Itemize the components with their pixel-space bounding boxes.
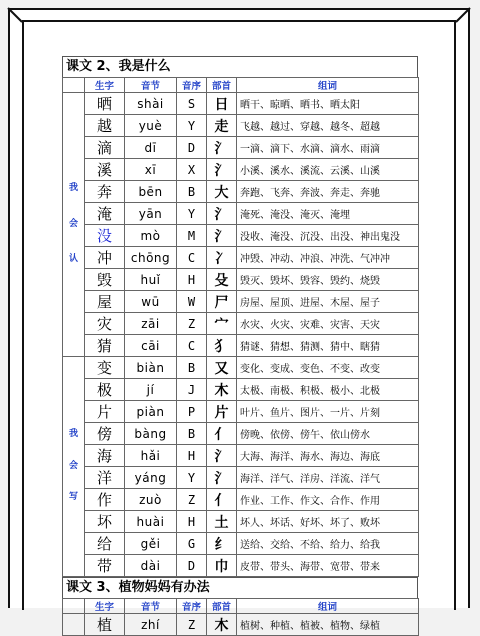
- initial-cell: H: [177, 269, 207, 291]
- table-row: [63, 137, 419, 159]
- initial-cell: B: [177, 357, 207, 379]
- group-label-char: 我: [68, 182, 78, 193]
- radical-cell: 氵: [207, 445, 237, 467]
- pinyin-cell: shài: [125, 93, 177, 115]
- group-label: [63, 357, 85, 577]
- character-cell: 洋: [85, 467, 125, 489]
- radical-cell: 木: [207, 614, 237, 636]
- pinyin-cell: yáng: [125, 467, 177, 489]
- pinyin-cell: mò: [125, 225, 177, 247]
- table-row: [63, 203, 419, 225]
- character-cell: 奔: [85, 181, 125, 203]
- pinyin-cell: huài: [125, 511, 177, 533]
- initial-cell: Z: [177, 614, 207, 636]
- character-cell: 没: [85, 225, 125, 247]
- header-character: 生字: [85, 78, 125, 93]
- table-row: [63, 555, 419, 577]
- radical-cell: 氵: [207, 225, 237, 247]
- header-blank-cell: [63, 78, 85, 93]
- group-label-char: 我: [68, 429, 78, 440]
- pinyin-cell: gěi: [125, 533, 177, 555]
- words-cell: 坏人、坏话、好坏、坏了、败坏: [237, 511, 419, 533]
- header-words: 组词: [237, 599, 419, 614]
- character-cell: 越: [85, 115, 125, 137]
- character-cell: 屋: [85, 291, 125, 313]
- words-cell: 淹死、淹没、淹灭、淹埋: [237, 203, 419, 225]
- initial-cell: Y: [177, 467, 207, 489]
- header-pinyin: 音节: [125, 78, 177, 93]
- initial-cell: J: [177, 379, 207, 401]
- pinyin-cell: biàn: [125, 357, 177, 379]
- group-label-char: 会: [68, 218, 78, 229]
- table-row: [63, 93, 419, 115]
- table-row: [63, 247, 419, 269]
- radical-cell: 走: [207, 115, 237, 137]
- table-row: [63, 445, 419, 467]
- character-cell: 冲: [85, 247, 125, 269]
- character-cell: 坏: [85, 511, 125, 533]
- character-cell: 滴: [85, 137, 125, 159]
- pinyin-cell: piàn: [125, 401, 177, 423]
- initial-cell: B: [177, 423, 207, 445]
- group-label-char: 会: [68, 460, 78, 471]
- radical-cell: 氵: [207, 467, 237, 489]
- words-cell: 飞越、越过、穿越、越冬、超越: [237, 115, 419, 137]
- radical-cell: 氵: [207, 137, 237, 159]
- radical-cell: 纟: [207, 533, 237, 555]
- radical-cell: 片: [207, 401, 237, 423]
- table-row: [63, 269, 419, 291]
- pinyin-cell: yuè: [125, 115, 177, 137]
- words-cell: 冲毁、冲动、冲浪、冲洗、气冲冲: [237, 247, 419, 269]
- lesson-title: 课文 3、植物妈妈有办法: [62, 577, 418, 598]
- radical-cell: 大: [207, 181, 237, 203]
- words-cell: 海洋、洋气、洋房、洋流、洋气: [237, 467, 419, 489]
- words-cell: 植树、种植、植被、植物、绿植: [237, 614, 419, 636]
- table-row: [63, 115, 419, 137]
- character-cell: 片: [85, 401, 125, 423]
- words-cell: 房屋、屋顶、进屋、木屋、屋子: [237, 291, 419, 313]
- initial-cell: B: [177, 181, 207, 203]
- words-cell: 傍晚、依傍、傍午、依山傍水: [237, 423, 419, 445]
- radical-cell: 宀: [207, 313, 237, 335]
- pinyin-cell: hǎi: [125, 445, 177, 467]
- initial-cell: M: [177, 225, 207, 247]
- radical-cell: 亻: [207, 489, 237, 511]
- pinyin-cell: zuò: [125, 489, 177, 511]
- character-cell: 灾: [85, 313, 125, 335]
- words-cell: 皮带、带头、海带、宽带、带来: [237, 555, 419, 577]
- words-cell: 没收、淹没、沉没、出没、神出鬼没: [237, 225, 419, 247]
- radical-cell: 尸: [207, 291, 237, 313]
- radical-cell: 亻: [207, 423, 237, 445]
- initial-cell: Y: [177, 203, 207, 225]
- vocabulary-table: [62, 598, 419, 636]
- table-row: [63, 335, 419, 357]
- radical-cell: 木: [207, 379, 237, 401]
- character-cell: 带: [85, 555, 125, 577]
- initial-cell: C: [177, 247, 207, 269]
- radical-cell: 土: [207, 511, 237, 533]
- words-cell: 送给、交给、不给、给力、给我: [237, 533, 419, 555]
- initial-cell: C: [177, 335, 207, 357]
- initial-cell: Y: [177, 115, 207, 137]
- radical-cell: 又: [207, 357, 237, 379]
- character-cell: 傍: [85, 423, 125, 445]
- words-cell: 叶片、鱼片、图片、一片、片刻: [237, 401, 419, 423]
- table-row: [63, 181, 419, 203]
- group-label: [63, 93, 85, 357]
- words-cell: 大海、海洋、海水、海边、海底: [237, 445, 419, 467]
- table-row: [63, 401, 419, 423]
- header-initial: 音序: [177, 599, 207, 614]
- character-cell: 给: [85, 533, 125, 555]
- radical-cell: 犭: [207, 335, 237, 357]
- header-pinyin: 音节: [125, 599, 177, 614]
- pinyin-cell: dī: [125, 137, 177, 159]
- initial-cell: P: [177, 401, 207, 423]
- pinyin-cell: cāi: [125, 335, 177, 357]
- pinyin-cell: bēn: [125, 181, 177, 203]
- character-cell: 淹: [85, 203, 125, 225]
- pinyin-cell: zāi: [125, 313, 177, 335]
- header-words: 组词: [237, 78, 419, 93]
- words-cell: 毁灭、毁坏、毁容、毁约、烧毁: [237, 269, 419, 291]
- words-cell: 太极、南极、积极、极小、北极: [237, 379, 419, 401]
- initial-cell: X: [177, 159, 207, 181]
- character-cell: 作: [85, 489, 125, 511]
- character-cell: 毁: [85, 269, 125, 291]
- table-row: [63, 291, 419, 313]
- table-row: [63, 357, 419, 379]
- initial-cell: H: [177, 511, 207, 533]
- initial-cell: Z: [177, 313, 207, 335]
- radical-cell: 巾: [207, 555, 237, 577]
- words-cell: 水灾、火灾、灾难、灾害、天灾: [237, 313, 419, 335]
- lesson-title: 课文 2、我是什么: [62, 56, 418, 77]
- table-row: [63, 423, 419, 445]
- radical-cell: 冫: [207, 247, 237, 269]
- words-cell: 晒干、晾晒、晒书、晒太阳: [237, 93, 419, 115]
- character-cell: 溪: [85, 159, 125, 181]
- pinyin-cell: zhí: [125, 614, 177, 636]
- character-cell: 极: [85, 379, 125, 401]
- words-cell: 猜谜、猜想、猜测、猜中、瞎猜: [237, 335, 419, 357]
- group-label-char: 认: [68, 254, 78, 265]
- header-blank-cell: [63, 599, 85, 614]
- initial-cell: Z: [177, 489, 207, 511]
- words-cell: 奔跑、飞奔、奔波、奔走、奔驰: [237, 181, 419, 203]
- header-initial: 音序: [177, 78, 207, 93]
- table-row: [63, 489, 419, 511]
- header-radical: 部首: [207, 599, 237, 614]
- pinyin-cell: xī: [125, 159, 177, 181]
- pinyin-cell: wū: [125, 291, 177, 313]
- radical-cell: 殳: [207, 269, 237, 291]
- radical-cell: 氵: [207, 203, 237, 225]
- initial-cell: D: [177, 555, 207, 577]
- pinyin-cell: yān: [125, 203, 177, 225]
- character-cell: 晒: [85, 93, 125, 115]
- pinyin-cell: huǐ: [125, 269, 177, 291]
- initial-cell: D: [177, 137, 207, 159]
- table-row: [63, 614, 419, 636]
- initial-cell: W: [177, 291, 207, 313]
- header-radical: 部首: [207, 78, 237, 93]
- group-label-char: 写: [68, 491, 78, 502]
- vocabulary-sheet: [62, 56, 418, 636]
- table-row: [63, 379, 419, 401]
- radical-cell: 氵: [207, 159, 237, 181]
- initial-cell: G: [177, 533, 207, 555]
- words-cell: 一滴、滴下、水滴、滴水、雨滴: [237, 137, 419, 159]
- table-row: [63, 511, 419, 533]
- table-row: [63, 159, 419, 181]
- initial-cell: S: [177, 93, 207, 115]
- pinyin-cell: bàng: [125, 423, 177, 445]
- words-cell: 作业、工作、作文、合作、作用: [237, 489, 419, 511]
- table-row: [63, 225, 419, 247]
- radical-cell: 日: [207, 93, 237, 115]
- table-row: [63, 467, 419, 489]
- frame-corner-lines: [0, 0, 480, 30]
- character-cell: 植: [85, 614, 125, 636]
- pinyin-cell: chōng: [125, 247, 177, 269]
- words-cell: 小溪、溪水、溪流、云溪、山溪: [237, 159, 419, 181]
- initial-cell: H: [177, 445, 207, 467]
- pinyin-cell: jí: [125, 379, 177, 401]
- words-cell: 变化、变成、变色、不变、改变: [237, 357, 419, 379]
- pinyin-cell: dài: [125, 555, 177, 577]
- group-label: [63, 614, 85, 636]
- table-row: [63, 533, 419, 555]
- vocabulary-table: [62, 77, 419, 577]
- table-header-row: [63, 599, 419, 614]
- header-character: 生字: [85, 599, 125, 614]
- table-row: [63, 313, 419, 335]
- table-header-row: [63, 78, 419, 93]
- character-cell: 变: [85, 357, 125, 379]
- character-cell: 猜: [85, 335, 125, 357]
- character-cell: 海: [85, 445, 125, 467]
